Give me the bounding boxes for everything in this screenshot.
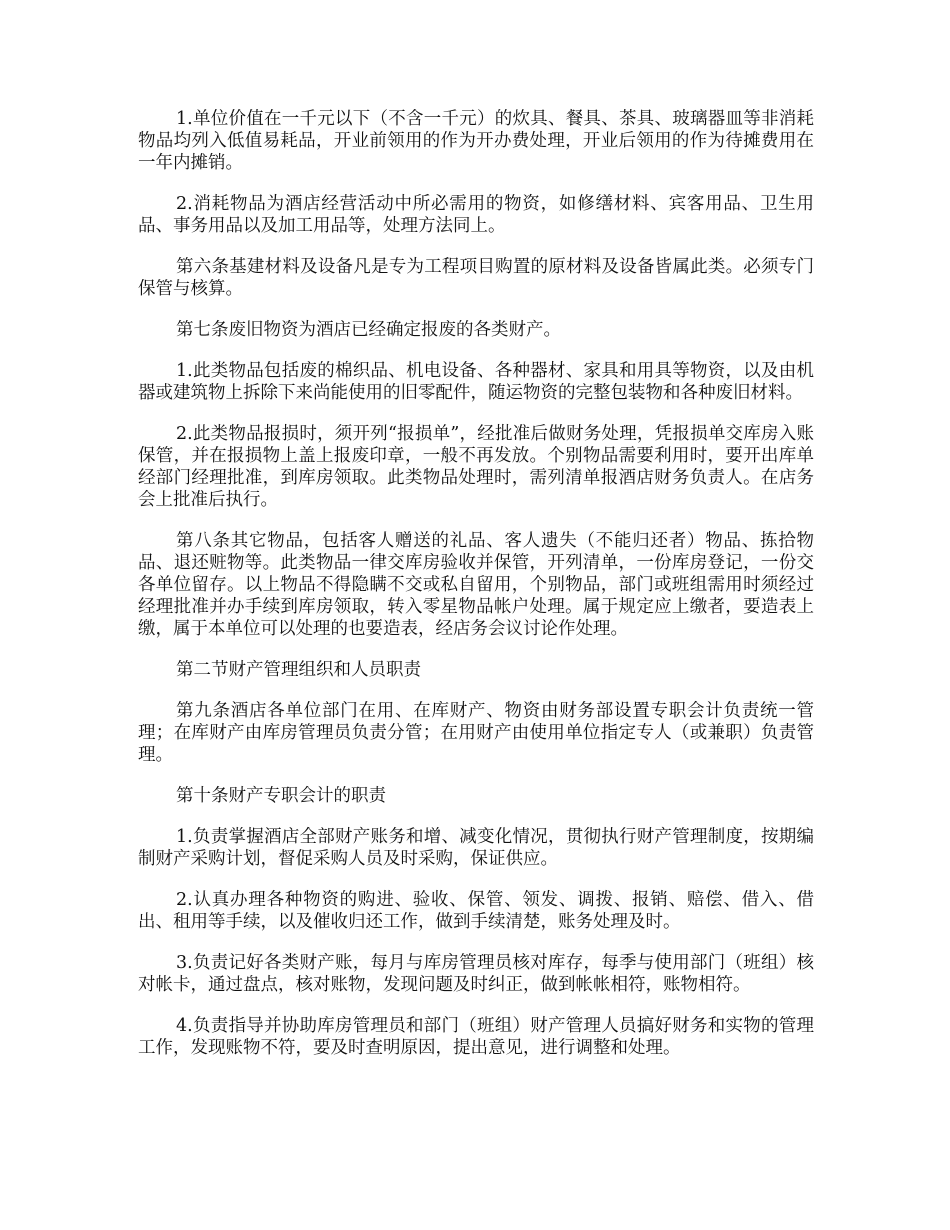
paragraph-duty-1: 1.负责掌握酒店全部财产账务和增、减变化情况，贯彻执行财产管理制度，按期编制财产采购计划，督促采购人员及时采购，保证供应。 (138, 827, 814, 869)
paragraph-scrap-procedure: 2.此类物品报损时，须开列“报损单”，经批准后做财务处理，凭报损单交库房入账保管，并在报损物上盖上报废印章，一般不再发放。个别物品需要利用时，要开出库单经部门经理批准，到库房领取。此类物品处理时，需列清单报酒店财务负责人。在店务会上批准后执行。 (138, 424, 814, 510)
paragraph-consumables: 2.消耗物品为酒店经营活动中所必需用的物资，如修缮材料、宾客用品、卫生用品、事务用品以及加工用品等，处理方法同上。 (138, 194, 814, 236)
paragraph-article-6: 第六条基建材料及设备凡是专为工程项目购置的原材料及设备皆属此类。必须专门保管与核算。 (138, 257, 814, 299)
paragraph-article-8: 第八条其它物品，包括客人赠送的礼品、客人遗失（不能归还者）物品、拣拾物品、退还赃物等。此类物品一律交库房验收并保管，开列清单，一份库房登记，一份交各单位留存。以上物品不得隐瞒不交或私自留用，个别物品，部门或班组需用时须经过经理批准并办手续到库房领取，转入零星物品帐户处理。属于规定应上缴者，要造表上缴，属于本单位可以处理的也要造表，经店务会议讨论作处理。 (138, 531, 814, 639)
paragraph-article-9: 第九条酒店各单位部门在用、在库财产、物资由财务部设置专职会计负责统一管理；在库财产由库房管理员负责分管；在用财产由使用单位指定专人（或兼职）负责管理。 (138, 701, 814, 765)
section-heading-2: 第二节财产管理组织和人员职责 (176, 660, 421, 680)
paragraph-scrap-scope: 1.此类物品包括废的棉织品、机电设备、各种器材、家具和用具等物资，以及由机器或建筑物上拆除下来尚能使用的旧零配件，随运物资的完整包装物和各种废旧材料。 (138, 361, 814, 403)
paragraph-duty-2: 2.认真办理各种物资的购进、验收、保管、领发、调拨、报销、赔偿、借入、借出、租用等手续，以及催收归还工作，做到手续清楚，账务处理及时。 (138, 890, 814, 932)
paragraph-low-value-items: 1.单位价值在一千元以下（不含一千元）的炊具、餐具、茶具、玻璃器皿等非消耗物品均列入低值易耗品，开业前领用的作为开办费处理，开业后领用的作为待摊费用在一年内摊销。 (138, 109, 814, 173)
document-body (138, 108, 814, 1078)
paragraph-article-10: 第十条财产专职会计的职责 (176, 786, 386, 806)
paragraph-article-7: 第七条废旧物资为酒店已经确定报废的各类财产。 (176, 320, 561, 340)
paragraph-duty-3: 3.负责记好各类财产账，每月与库房管理员核对库存，每季与使用部门（班组）核对帐卡，通过盘点，核对账物，发现问题及时纠正，做到帐帐相符，账物相符。 (138, 953, 814, 995)
paragraph-duty-4: 4.负责指导并协助库房管理员和部门（班组）财产管理人员搞好财务和实物的管理工作，发现账物不符，要及时查明原因，提出意见，进行调整和处理。 (138, 1016, 814, 1058)
